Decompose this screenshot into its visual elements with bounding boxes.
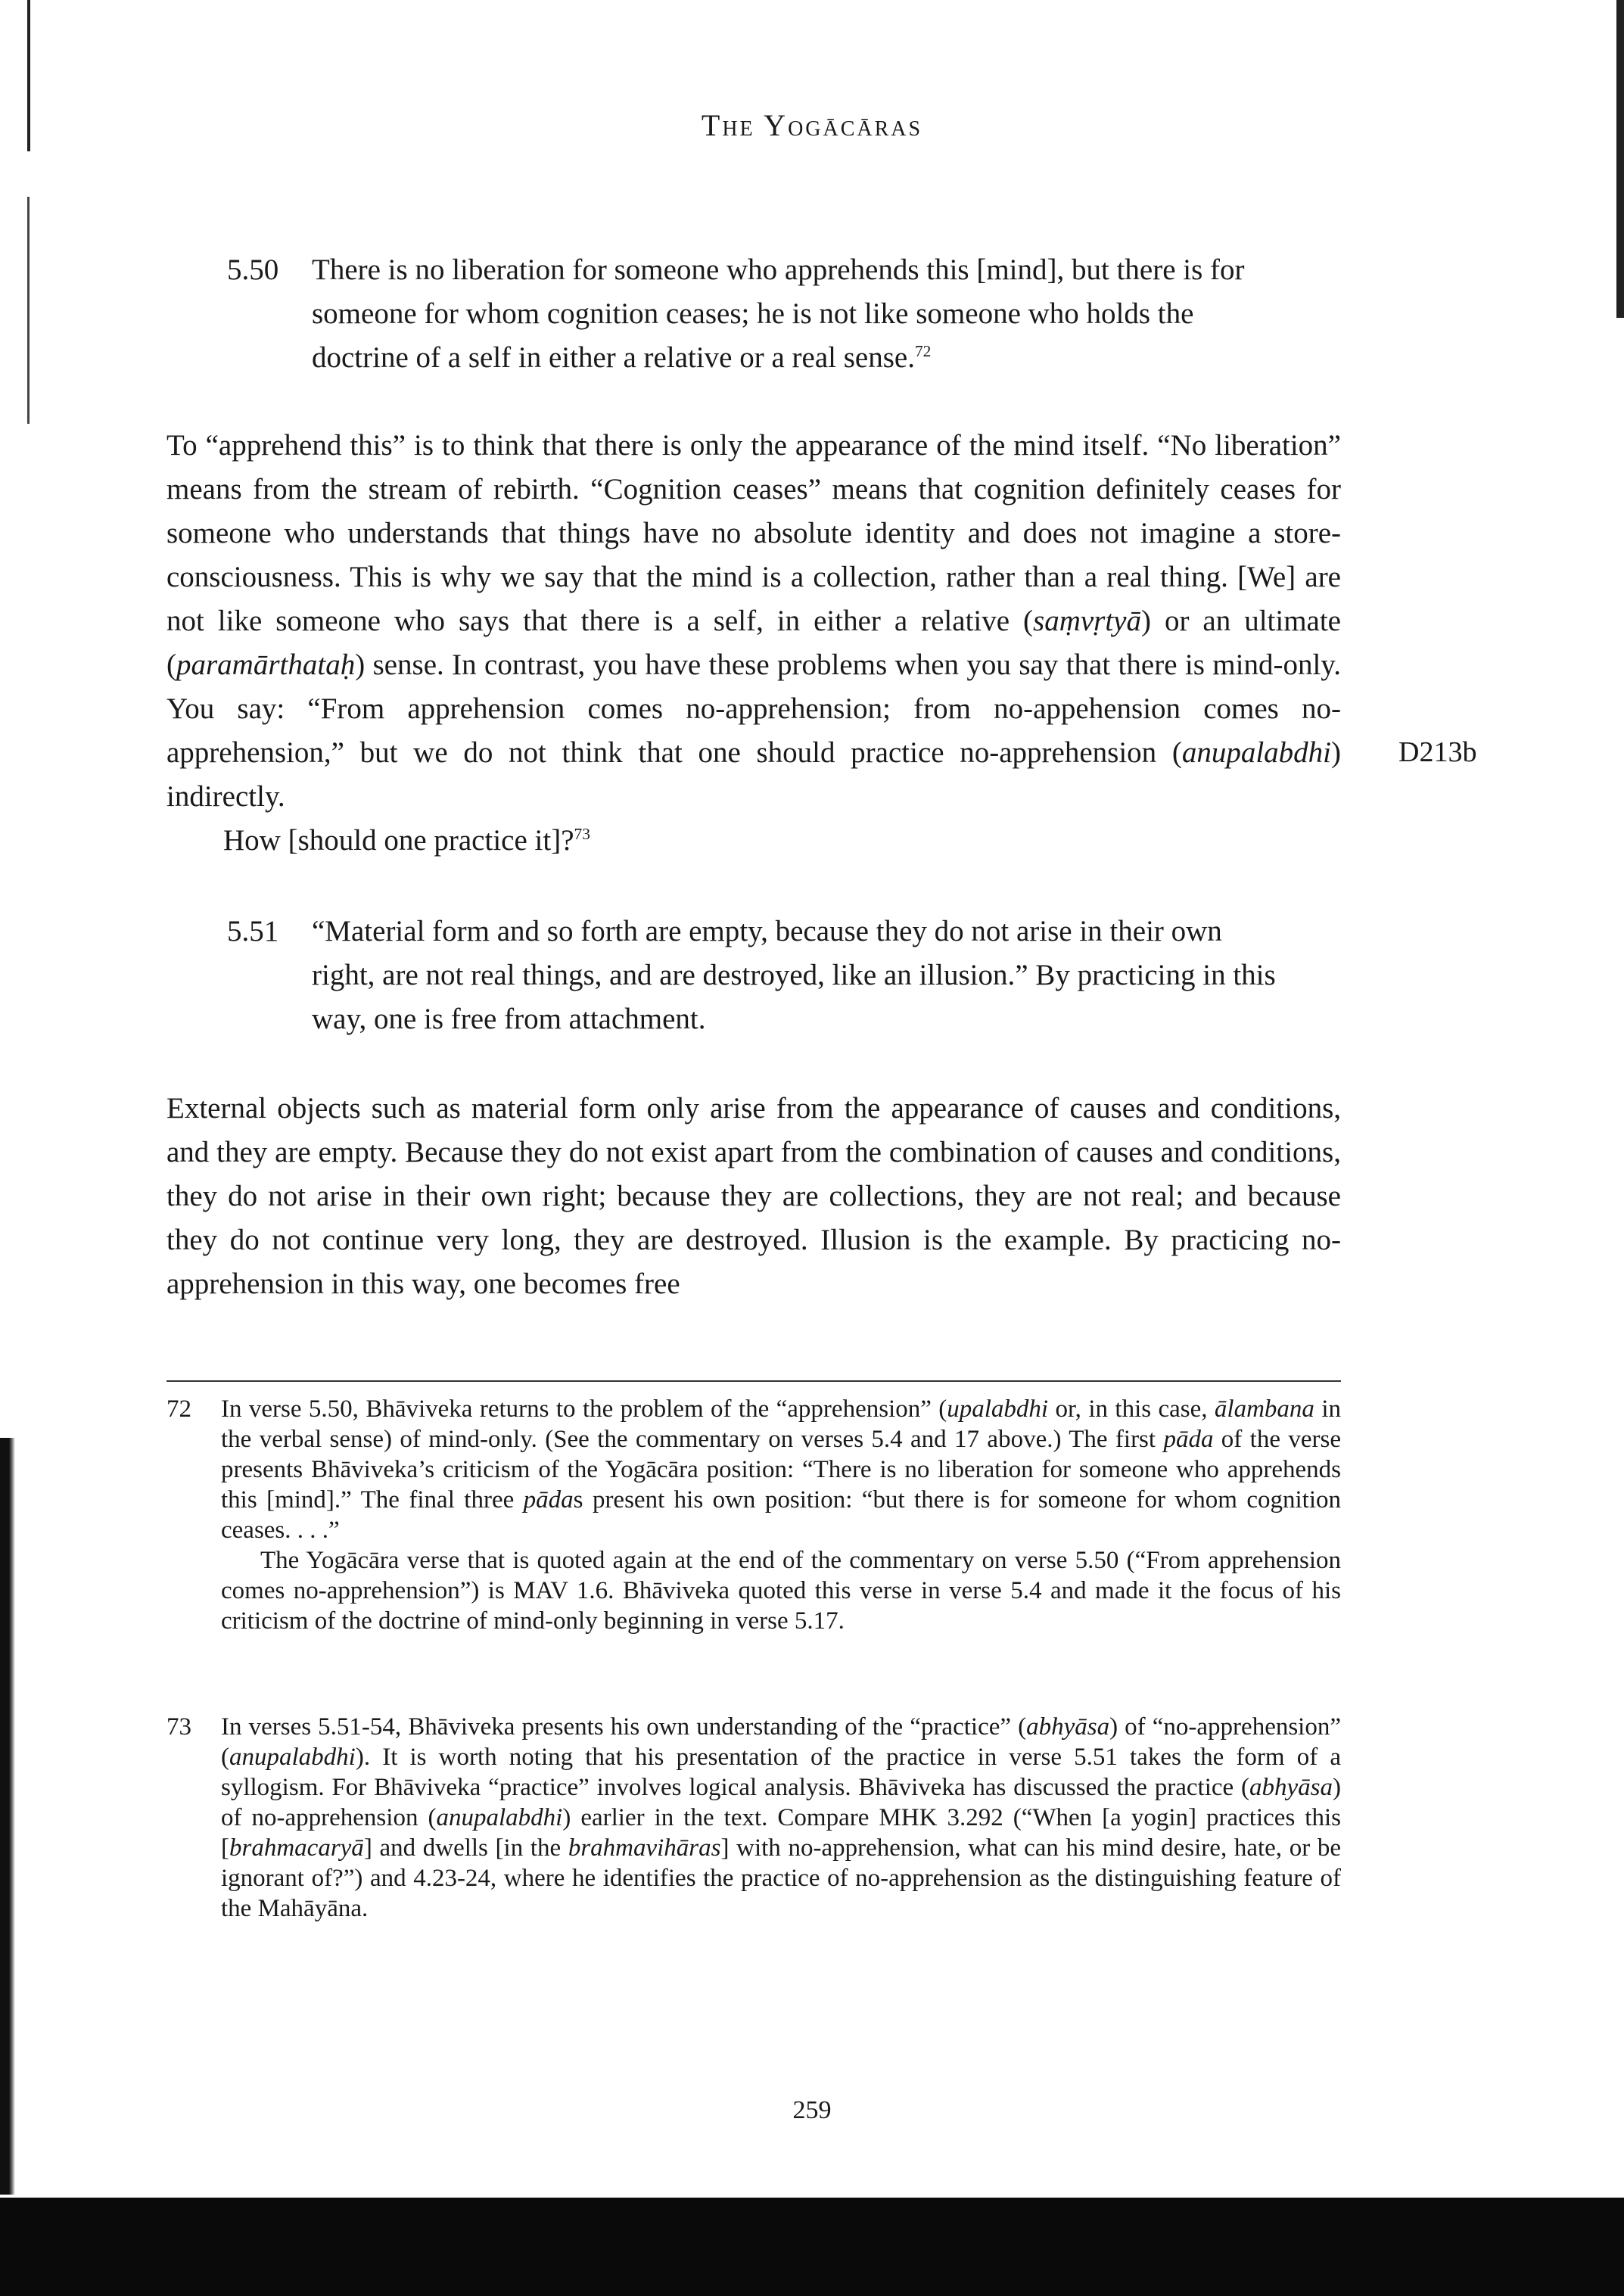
footnote-ref-73[interactable]: 73: [574, 825, 590, 843]
footnote-text: In verses 5.51-54, Bhāviveka presents his own understanding of the “practice” (abhyāsa) of “no-apprehension” (anupalabdhi). It is worth noting that his presentation of the practice in verse 5.51 takes the form of a syllogism. For Bhāviveka “practice” involves logical analysis. Bhāviveka has discussed the practice (abhyāsa) of no-apprehension (anupalabdhi) earlier in the text. Compare MHK 3.292 (“When [a yogin] practices this [brahmacaryā] and dwells [in the brahmavihāras] with no-apprehension, what can his mind desire, hate, or be ignorant of?”) and 4.23-24, where he identifies the practice of no-apprehension as the distinguishing feature of the Mahāyāna.: [221, 1713, 1341, 1922]
footnote-number: 72: [166, 1395, 191, 1423]
verse-5-51: [227, 910, 1290, 1041]
scan-binding-shadow: [0, 1438, 15, 2195]
footnote-73: [166, 1712, 1341, 1924]
commentary-paragraph-1: To “apprehend this” is to think that there is only the appearance of the mind itself. “No liberation” means from the stream of rebirth. “Cognition ceases” means that cognition definitely ceases for someone who understands that things have no absolute identity and does not imagine a store-consciousness. This is why we say that the mind is a collection, rather than a real thing. [We] are not like someone who says that there is a self, in either a relative (saṃvṛtyā) or an ultimate (paramārthataḥ) sense. In contrast, you have these problems when you say that there is mind-only. You say: “From apprehension comes no-apprehension; from no-appehension comes no-apprehension,” but we do not think that one should practice no-apprehension (anupalabdhi) indirectly.: [166, 429, 1341, 813]
footnote-ref-72[interactable]: 72: [914, 342, 932, 360]
verse-number: 5.51: [227, 915, 279, 947]
verse-number: 5.50: [227, 254, 279, 286]
margin-folio-reference: D213b: [1398, 736, 1477, 768]
footnote-number: 73: [166, 1713, 191, 1741]
running-head: The Yogācāras: [701, 108, 923, 142]
scan-edge-mark: [27, 197, 30, 424]
scan-bottom-shadow: [0, 2198, 1624, 2296]
verse-text: There is no liberation for someone who apprehends this [mind], but there is for someone for whom cognition ceases; he is not like someone who holds the doctrine of a self in either a relative or a real sense.$^{72}$: [312, 254, 1245, 374]
verse-5-50: [227, 248, 1290, 380]
footnote-72: [166, 1394, 1341, 1636]
page-number: 259: [792, 2096, 832, 2124]
commentary-paragraph-3: External objects such as material form only arise from the appearance of causes and conditions, and they are empty. Because they do not exist apart from the combination of causes and conditions, they do not arise in their own right; because they are collections, they are not real; and because they do not continue very long, they are destroyed. Illusion is the example. By practicing no-apprehension in this way, one becomes free: [166, 1092, 1341, 1300]
footnote-rule: [166, 1380, 1341, 1382]
verse-text: “Material form and so forth are empty, because they do not arise in their own right, are not real things, and are destroyed, like an illusion.” By practicing in this way, one is free from attachment.: [312, 915, 1276, 1035]
commentary-paragraph-2: How [should one practice it]?$^{73}$: [223, 824, 590, 857]
scan-edge-mark: [1616, 0, 1624, 318]
footnote-text: In verse 5.50, Bhāviveka returns to the problem of the “apprehension” (upalabdhi or, in this case, ālambana in the verbal sense) of mind-only. (See the commentary on verses 5.4 and 17 above.) The first pāda of the verse presents Bhāviveka’s criticism of the Yogācāra position: “There is no liberation for someone who apprehends this [mind].” The final three pādas present his own position: “but there is for someone for whom cognition ceases. . . .” The Yogācāra verse that is quoted again at the end of the commentary on verse 5.50 (“From apprehension comes no-apprehension”) is MAV 1.6. Bhāviveka quoted this verse in verse 5.4 and made it the focus of his criticism of the doctrine of mind-only beginning in verse 5.17.: [221, 1395, 1341, 1635]
